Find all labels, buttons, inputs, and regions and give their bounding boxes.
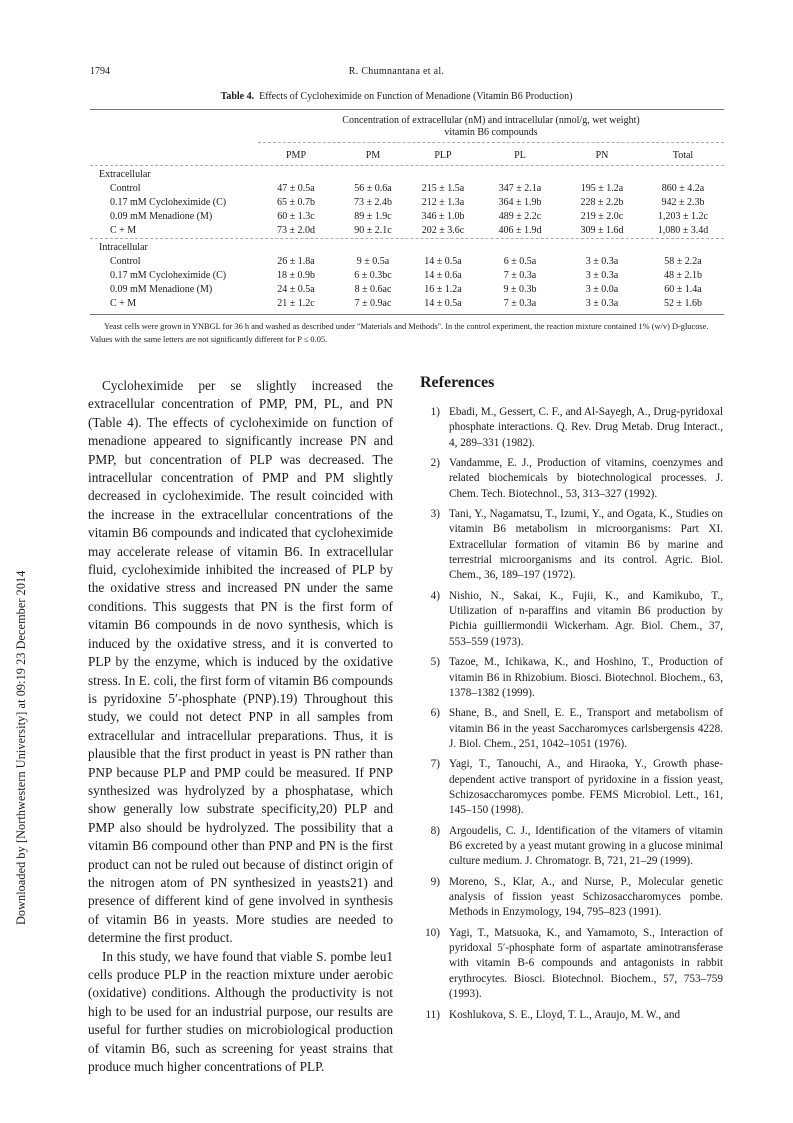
table-cell: 346 ± 1.0b <box>421 211 465 222</box>
table-cell: 489 ± 2.2c <box>498 211 542 222</box>
column-header-total: Total <box>672 150 694 161</box>
table-cell: 9 ± 0.5a <box>356 256 390 267</box>
reference-item <box>420 655 723 701</box>
row-label: 0.17 mM Cycloheximide (C) <box>110 270 227 281</box>
table-footnote: Yeast cells were grown in YNBGL for 36 h and washed as described under "Materials and Methods". In the control experiment, the reaction mixture contained 1% (w/v) D-glucose. Values with the same letters are not significantly different for P ≤ 0.05. <box>90 322 709 344</box>
reference-number: 5) <box>430 656 440 669</box>
table-cell: 24 ± 0.5a <box>277 284 315 295</box>
reference-text: Yagi, T., Tanouchi, A., and Hiraoka, Y., Growth phase-dependent active transport of pyridoxine in a fission yeast, Schizosaccharomyces pombe. FEMS Microbiol. Lett., 161, 145–150 (1998). <box>449 758 723 817</box>
table-cell: 47 ± 0.5a <box>277 183 315 194</box>
reference-text: Moreno, S., Klar, A., and Nurse, P., Molecular genetic analysis of fission yeast Schizosaccharomyces pombe. Methods in Enzymology, 194, 795–823 (1991). <box>449 875 723 919</box>
body-text <box>88 377 393 1076</box>
references-heading: References <box>420 374 495 391</box>
page-number: 1794 <box>90 66 110 77</box>
reference-text: Nishio, N., Sakai, K., Fujii, K., and Kamikubo, T., Utilization of n-paraffins and vitamin B6 production by Pichia guilliermondii Wickerham. Agr. Biol. Chem., 37, 553–559 (1973). <box>449 589 723 648</box>
row-label: C + M <box>110 298 137 309</box>
table-cell: 364 ± 1.9b <box>498 197 542 208</box>
column-header-pn: PN <box>595 150 609 161</box>
table-cell: 7 ± 0.3a <box>503 270 537 281</box>
reference-text: Ebadi, M., Gessert, C. F., and Al-Sayegh, A., Drug-pyridoxal phosphate interactions. Q. Rev. Drug Metab. Drug Interact., 4, 289–331 (1982). <box>449 406 723 449</box>
reference-number: 10) <box>425 926 440 939</box>
table-title: Effects of Cycloheximide on Function of Menadione (Vitamin B6 Production) <box>259 91 573 102</box>
table-cell: 6 ± 0.3bc <box>354 270 392 281</box>
paragraph-2: In this study, we have found that viable S. pombe leu1 cells produce PLP in the reaction mixture under aerobic (oxidative) conditions. Although the productivity is not high to be used for an industrial purpose, our results are useful for further studies on microbiological production of vitamin B6, such as screening for yeast strains that produce much higher concentrations of PLP. <box>88 948 393 1075</box>
table-cell: 14 ± 0.5a <box>424 298 462 309</box>
table-cell: 7 ± 0.9ac <box>354 298 392 309</box>
section-label-extracellular: Extracellular <box>99 169 151 180</box>
table-cell: 3 ± 0.3a <box>585 270 619 281</box>
reference-item <box>420 926 723 1002</box>
reference-item <box>420 706 723 752</box>
table-cell: 219 ± 2.0c <box>580 211 624 222</box>
table-cell: 347 ± 2.1a <box>498 183 542 194</box>
reference-text: Argoudelis, C. J., Identification of the vitamers of vitamin B6 excreted by a yeast mutant growing in a glucose minimal culture medium. J. Chromatogr. B, 721, 21–29 (1999). <box>449 824 723 868</box>
table-cell: 56 ± 0.6a <box>354 183 392 194</box>
reference-text: Shane, B., and Snell, E. E., Transport and metabolism of vitamin B6 in the yeast Saccharomyces carlsbergensis 4228. J. Biol. Chem., 251, 1042–1051 (1976). <box>449 707 723 750</box>
reference-item <box>420 824 723 870</box>
reference-number: 6) <box>430 707 440 720</box>
reference-number: 2) <box>430 457 440 470</box>
table-cell: 89 ± 1.9c <box>354 211 392 222</box>
row-label: 0.09 mM Menadione (M) <box>110 211 213 222</box>
paragraph-1: Cycloheximide per se slightly increased the extracellular concentration of PMP, PM, PL, and PN (Table 4). The effects of cycloheximide on function of menadione appeared to significantly increase PN and PMP, but concentration of PLP was decreased. The intracellular concentration of PMP and PM slightly decreased in cycloheximide. The result coincided with the increase in the extracellular concentrations of the vitamin B6 compounds and indicated that cycloheximide may accelerate release of vitamin B6. In extracellular fluid, cycloheximide inhibited the increased of PLP by the oxidative stress and increased PN under the same conditions. This suggests that PN is the first form of vitamin B6 compounds in de novo synthesis, which is induced by the oxidative stress, and it is converted to PLP by the enzyme, which is induced by the oxidative stress. In E. coli, the first form of vitamin B6 compounds is pyridoxine 5′-phosphate (PNP).19) Throughout this study, we could not detect PNP in all samples from extracellular and intracellular preparations. Thus, it is plausible that the first product in yeast is PN rather than PNP because PLP and PMP could be measured. If PNP synthesized was hydrolyzed by a phosphatase, which show generally low substrate specificity,20) PLP and PMP also should be hydrolyzed. The possibility that a vitamin B6 compound other than PNP and PN is the first product can not be ruled out because of distinct origin of the nitrogen atom of PN synthesized in yeasts21) and presence of different kind of gene involved in synthesis of vitamin B6 in yeasts. More studies are needed to determine the first product. <box>88 378 393 946</box>
table-cell: 60 ± 1.4a <box>664 284 702 295</box>
table-label: Table 4. <box>220 91 255 102</box>
reference-item <box>420 875 723 921</box>
reference-item <box>420 757 723 818</box>
download-stamp-text: Downloaded by [Northwestern University] at 09:19 23 December 2014 <box>14 570 28 925</box>
table-cell: 90 ± 2.1c <box>354 225 392 236</box>
reference-number: 4) <box>430 589 440 602</box>
reference-number: 1) <box>430 406 440 418</box>
table-cell: 16 ± 1.2a <box>424 284 462 295</box>
table-cell: 21 ± 1.2c <box>277 298 315 309</box>
row-label: Control <box>110 256 141 267</box>
row-label: 0.09 mM Menadione (M) <box>110 284 213 295</box>
group-header-line1: Concentration of extracellular (nM) and intracellular (nmol/g, wet weight) <box>342 115 640 126</box>
table-cell: 1,203 ± 1.2c <box>658 211 708 222</box>
table-cell: 406 ± 1.9d <box>498 225 542 236</box>
column-header-plp: PLP <box>434 150 452 161</box>
references-list <box>420 405 723 1028</box>
reference-item <box>420 456 723 502</box>
reference-item <box>420 405 723 451</box>
reference-text: Tani, Y., Nagamatsu, T., Izumi, Y., and Ogata, K., Studies on vitamin B6 metabolism in microorganisms: Part XI. Extracellular formation of vitamin B6 by marine and terrestrial microorganisms and its control. Agric. Biol. Chem., 36, 189–197 (1972). <box>449 508 723 582</box>
table-cell: 73 ± 2.4b <box>354 197 392 208</box>
row-label: C + M <box>110 225 137 236</box>
table-cell: 73 ± 2.0d <box>277 225 315 236</box>
table-cell: 65 ± 0.7b <box>277 197 315 208</box>
reference-number: 9) <box>430 875 440 888</box>
reference-text: Koshlukova, S. E., Lloyd, T. L., Araujo, M. W., and <box>449 1008 681 1021</box>
table-cell: 3 ± 0.3a <box>585 256 619 267</box>
column-header-pmp: PMP <box>285 150 306 161</box>
reference-text: Yagi, T., Matsuoka, K., and Yamamoto, S., Interaction of pyridoxal 5′-phosphate form of aspartate aminotransferase with vitamin B-6 compounds and antagonists in rabbit erythrocytes. Biosci. Biotechnol. Biochem., 57, 753–759 (1993). <box>449 926 723 1001</box>
reference-item <box>420 507 723 583</box>
table-cell: 48 ± 2.1b <box>664 270 702 281</box>
data-table <box>0 0 793 320</box>
table-cell: 26 ± 1.8a <box>277 256 315 267</box>
table-cell: 228 ± 2.2b <box>580 197 624 208</box>
reference-text: Tazoe, M., Ichikawa, K., and Hoshino, T., Production of vitamin B6 in Rhizobium. Biosci. Biotechnol. Biochem., 63, 1378–1382 (1999). <box>449 656 723 699</box>
table-cell: 202 ± 3.6c <box>421 225 465 236</box>
table-cell: 215 ± 1.5a <box>421 183 465 194</box>
table-cell: 58 ± 2.2a <box>664 256 702 267</box>
table-cell: 18 ± 0.9b <box>277 270 315 281</box>
table-cell: 860 ± 4.2a <box>661 183 705 194</box>
table-cell: 7 ± 0.3a <box>503 298 537 309</box>
table-cell: 60 ± 1.3c <box>277 211 315 222</box>
reference-number: 11) <box>425 1008 440 1021</box>
group-header-line2: vitamin B6 compounds <box>444 127 538 138</box>
reference-item <box>420 1008 723 1023</box>
reference-item <box>420 589 723 650</box>
reference-number: 7) <box>430 758 440 771</box>
table-cell: 1,080 ± 3.4d <box>657 225 709 236</box>
table-cell: 8 ± 0.6ac <box>354 284 392 295</box>
table-cell: 6 ± 0.5a <box>503 256 537 267</box>
reference-text: Vandamme, E. J., Production of vitamins, coenzymes and related biochemicals by biotechnological processes. J. Chem. Tech. Biotechnol., 53, 313–327 (1992). <box>449 457 723 500</box>
running-head-authors: R. Chumnantana et al. <box>348 66 445 77</box>
table-cell: 212 ± 1.3a <box>421 197 465 208</box>
row-label: Control <box>110 183 141 194</box>
table-cell: 942 ± 2.3b <box>661 197 705 208</box>
table-cell: 9 ± 0.3b <box>503 284 537 295</box>
table-cell: 3 ± 0.3a <box>585 298 619 309</box>
table-cell: 52 ± 1.6b <box>664 298 702 309</box>
table-cell: 14 ± 0.5a <box>424 256 462 267</box>
table-cell: 309 ± 1.6d <box>580 225 624 236</box>
table-cell: 195 ± 1.2a <box>580 183 624 194</box>
column-header-pm: PM <box>365 150 381 161</box>
download-stamp <box>0 0 30 1123</box>
column-header-pl: PL <box>514 150 526 161</box>
section-label-intracellular: Intracellular <box>99 242 148 253</box>
row-label: 0.17 mM Cycloheximide (C) <box>110 197 227 208</box>
table-cell: 3 ± 0.0a <box>585 284 619 295</box>
reference-number: 8) <box>430 824 440 837</box>
table-cell: 14 ± 0.6a <box>424 270 462 281</box>
reference-number: 3) <box>430 508 440 521</box>
